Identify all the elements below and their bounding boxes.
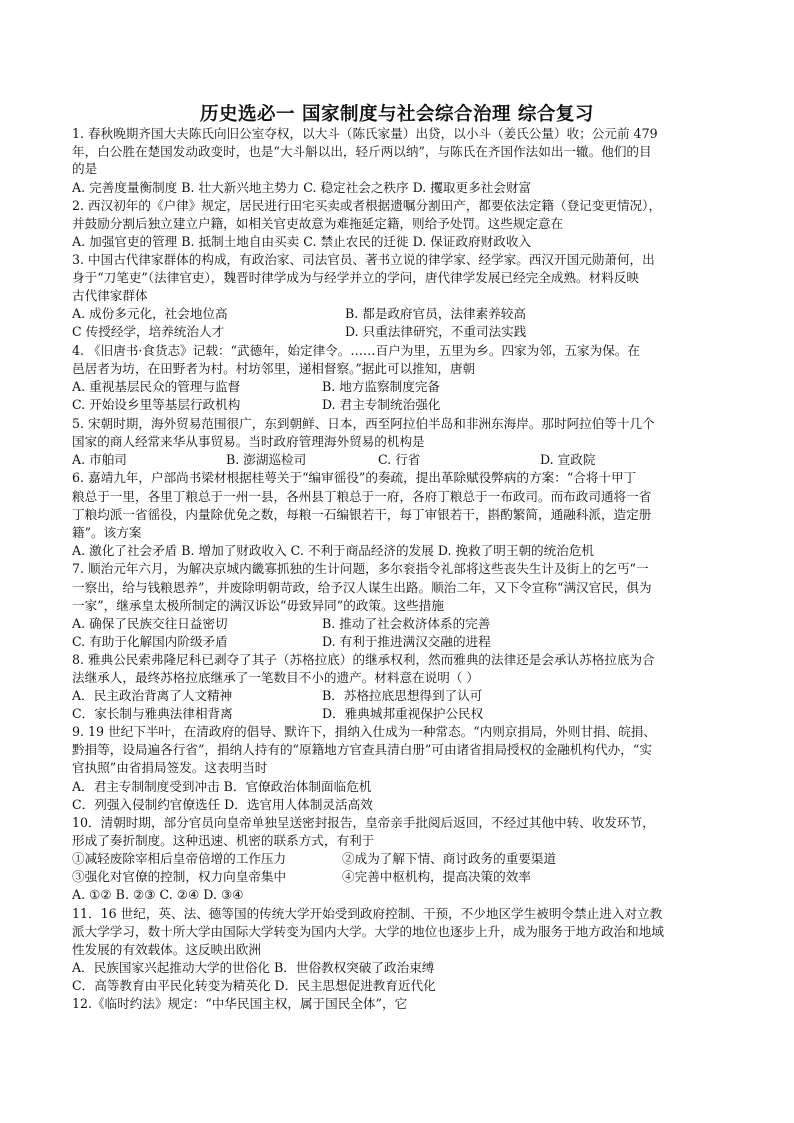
- q11-line-3: 性发展的有效载体。这反映出欧洲: [72, 942, 261, 957]
- q11-line-2: 派大学学习，数十所大学由国际大学转变为国内大学。大学的地位也逐步上升，成为服务于地方政治和地域: [72, 924, 664, 939]
- q11-options-ab: A．民族国家兴起推动大学的世俗化 B．世俗教权突破了政治束缚: [72, 960, 435, 975]
- q10-line-2: 形成了奏折制度。这种迅速、机密的联系方式，有利于: [72, 833, 375, 848]
- q4-option-d: D. 君主专制统治强化: [322, 397, 441, 412]
- q5-option-c: C. 行省: [378, 452, 421, 467]
- q10-line-1: 10．清朝时期，部分官员向皇帝单独呈送密封报告，皇帝亲手批阅后返回，不经过其他中转、收发环节，: [72, 815, 655, 830]
- q8-option-b: B．苏格拉底思想得到了认可: [322, 688, 483, 703]
- q7-line-1: 7. 顺治元年六月，为解决京城内畿寡抓独的生计问题，多尔衮指令礼部将这些丧失生计及街上的乞丐“一: [72, 561, 649, 576]
- q4-option-a: A. 重视基层民众的管理与监督: [72, 379, 241, 394]
- q3-line-2: 身于“刀笔吏”（法律官吏），魏晋时律学成为与经学并立的学问，唐代律学发展已经完全成熟。材料反映: [72, 270, 639, 285]
- q5-option-d: D. 宣政院: [540, 452, 596, 467]
- q3-option-a: A. 成份多元化，社会地位高: [72, 306, 228, 321]
- q2-options: A. 加强官吏的管理 B. 抵制土地自由买卖 C. 禁止农民的迁徙 D. 保证政府财政收入: [72, 234, 532, 249]
- q7-option-c: C. 有助于化解国内阶级矛盾: [72, 634, 228, 649]
- q9-options-cd: C．列强入侵制约官僚选任 D．选官用人体制灵活高效: [72, 797, 373, 812]
- q6-line-1: 6. 嘉靖九年，户部尚书梁材根据桂萼关于“编审徭役”的奏疏，提出革除赋役弊病的方案：“合将十甲丁: [72, 470, 637, 485]
- q10-statement-2: ②成为了解下情、商讨政务的重要渠道: [342, 851, 557, 866]
- q1-line-2: 年，白公胜在楚国发动政变时，也是“大斗斛以出，轻斤两以纳”，与陈氏在齐国作法如出一辙。他们的目: [72, 144, 652, 159]
- q7-option-d: D. 有利于推进满汉交融的进程: [322, 634, 491, 649]
- q3-line-3: 古代律家群体: [72, 288, 148, 303]
- q4-option-b: B. 地方监察制度完备: [322, 379, 441, 394]
- q9-line-2: 黔捐等，设局遍各行省”，捐纳人持有的“原籍地方官查具清白册”可由诸省捐局授权的金融机构代办，“实: [72, 742, 652, 757]
- q8-line-1: 8. 雅典公民索弗隆尼科已剥夺了其子（苏格拉底）的继承权利，然而雅典的法律还是会承认苏格拉底为合: [72, 652, 655, 667]
- q8-option-d: D．雅典城邦重视保护公民权: [322, 706, 484, 721]
- q10-statement-1: ①减轻废除宰相后皇帝倍增的工作压力: [72, 851, 287, 866]
- q6-line-4: 籍”。该方案: [72, 525, 142, 540]
- q3-line-1: 3. 中国古代律家群体的构成，有政治家、司法官员、著书立说的律学家、经学家。西汉开国元勋萧何，出: [72, 252, 655, 267]
- q5-option-b: B. 澎湖巡检司: [226, 452, 307, 467]
- q9-options-ab: A．君主专制制度受到冲击 B．官僚政治体制面临危机: [72, 779, 372, 794]
- q11-options-cd: C．高等教育由平民化转变为精英化 D．民主思想促进教育近代化: [72, 978, 436, 993]
- q8-option-c: C．家长制与雅典法律相背离: [72, 706, 233, 721]
- q6-line-2: 粮总于一里，各里丁粮总于一州一县，各州县丁粮总于一府，各府丁粮总于一布政司。而布政司通将一省: [72, 489, 652, 504]
- q7-line-3: 一家”，继承皇太极所制定的满汉诉讼“毋致异同”的政策。这些措施: [72, 598, 444, 613]
- q5-option-a: A. 市舶司: [72, 452, 127, 467]
- q8-option-a: A．民主政治背离了人文精神: [72, 688, 233, 703]
- q6-line-3: 丁粮均派一省徭役，内量除优免之数，每粮一石编银若干，每丁审银若干，斟酌繁简，通融科派，造定册: [72, 507, 652, 522]
- q7-option-b: B. 推动了社会救济体系的完善: [322, 616, 491, 631]
- page-title: 历史选必一 国家制度与社会综合治理 综合复习: [200, 104, 594, 125]
- q12-line-1: 12.《临时约法》规定：“中华民国主权，属于国民全体”，它: [72, 996, 408, 1011]
- q4-option-c: C. 开始设乡里等基层行政机构: [72, 397, 241, 412]
- q7-option-a: A. 确保了民族交往日益密切: [72, 616, 228, 631]
- q2-line-2: 并鼓励分割后独立建立户籍，如相关官吏故意为难拖延定籍，则给予处罚。这些规定意在: [72, 216, 564, 231]
- q9-line-3: 官执照”由省捐局签发。这表明当时: [72, 760, 268, 775]
- q10-statement-4: ④完善中枢机构，提高决策的效率: [342, 869, 531, 884]
- q1-options: A. 完善度量衡制度 B. 壮大新兴地主势力 C. 稳定社会之秩序 D. 攫取更多社会财富: [72, 180, 532, 195]
- q5-line-1: 5. 宋朝时期，海外贸易范围很广，东到朝鲜、日本，西至阿拉伯半岛和非洲东海岸。那时阿拉伯等十几个: [72, 416, 655, 431]
- q10-statement-3: ③强化对官僚的控制，权力向皇帝集中: [72, 869, 287, 884]
- q1-line-1: 1. 春秋晚期齐国大夫陈氏向旧公室夺权，以大斗（陈氏家量）出贷，以小斗（姜氏公量）收；公元前 479: [72, 126, 658, 141]
- q3-option-d: D. 只重法律研究，不重司法实践: [345, 324, 527, 339]
- q6-options: A. 激化了社会矛盾 B. 增加了财政收入 C. 不利于商品经济的发展 D. 挽救了明王朝的统治危机: [72, 543, 595, 558]
- q11-line-1: 11．16 世纪，英、法、德等国的传统大学开始受到政府控制、干预，不少地区学生被明令禁止进入对立教: [72, 906, 663, 921]
- q3-option-c: C 传授经学，培养统治人才: [72, 324, 225, 339]
- q4-line-2: 邑居者为坊，在田野者为村。村坊邻里，递相督察。”据此可以推知，唐朝: [72, 361, 476, 376]
- q2-line-1: 2. 西汉初年的《户律》规定，居民进行田宅买卖或者根据遗嘱分割田产，都要依法定籍（登记变更情况），: [72, 198, 662, 213]
- q9-line-1: 9. 19 世纪下半叶，在清政府的倡导、默许下，捐纳入仕成为一种常态。“内则京捐局，外则甘捐、皖捐、: [72, 724, 657, 739]
- q5-line-2: 国家的商人经常来华从事贸易。当时政府管理海外贸易的机构是: [72, 434, 425, 449]
- q1-line-3: 的是: [72, 161, 98, 176]
- q4-line-1: 4. 《旧唐书·食货志》记载：“武德年，始定律令。……百户为里，五里为乡。四家为邻，五家为保。在: [72, 343, 640, 358]
- q3-option-b: B. 都是政府官员，法律素养较高: [345, 306, 526, 321]
- q7-line-2: 一察出，给与钱粮恩养”，并废除明朝苛政，给予汉人谋生出路。顺治二年，又下令宣称“满汉官民，俱为: [72, 580, 652, 595]
- q10-options: A. ①② B. ②③ C. ②④ D. ③④: [72, 887, 244, 902]
- q8-line-2: 法继承人，最终苏格拉底继承了一笔数目不小的遗产。材料意在说明（ ）: [72, 670, 480, 685]
